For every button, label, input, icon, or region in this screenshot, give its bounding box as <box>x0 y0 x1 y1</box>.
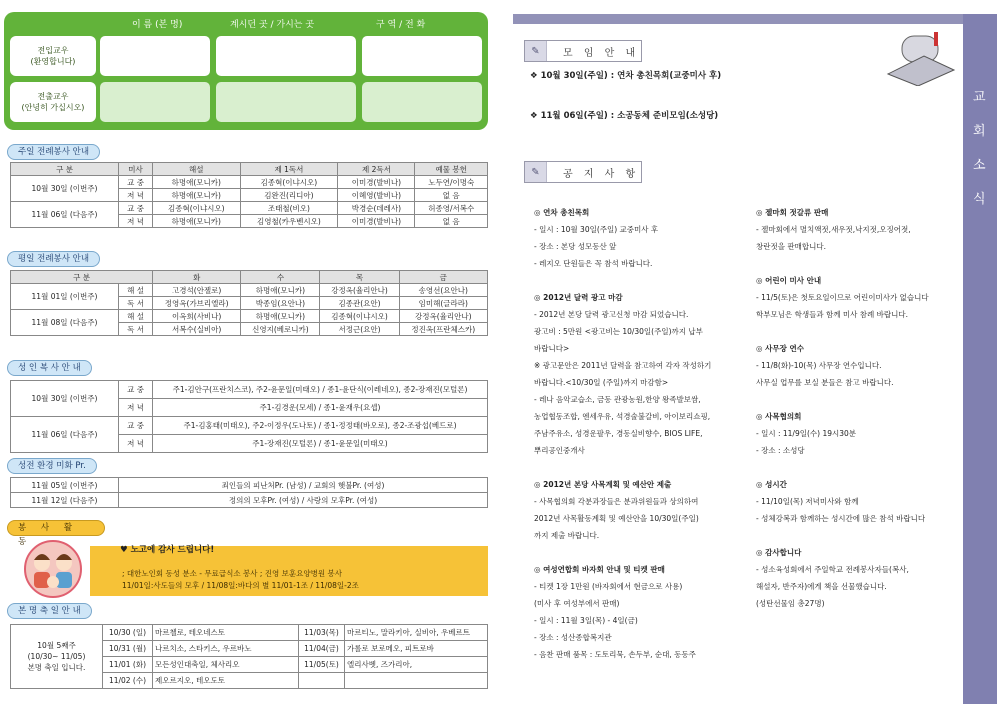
kind-cell: 저 녁 <box>119 435 153 453</box>
table-cell: 하명애(모니카) <box>153 189 241 202</box>
notice-heading: ◎ 감사합니다 <box>756 548 802 557</box>
table-cell: 고경석(안젤로) <box>153 284 241 297</box>
notice-line <box>534 272 756 289</box>
person-icon: ✎ <box>525 162 547 182</box>
transfer-out-label: 전출교우 (안녕히 가십시오) <box>10 82 96 122</box>
table-cell: 정진옥(프란체스카) <box>399 323 487 336</box>
notice-heading: ◎ 어린이 미사 안내 <box>756 276 822 285</box>
side-char: 회 <box>973 124 986 139</box>
notice-line <box>534 544 756 561</box>
notice-title: 공 지 사 항 <box>563 168 640 180</box>
district-box[interactable] <box>362 36 482 76</box>
table-cell: 이옥희(사비나) <box>153 310 241 323</box>
notice-column-right <box>756 204 962 612</box>
table-cell: 조태철(비오) <box>240 202 338 215</box>
table-cell: 박경순(데레사) <box>338 202 415 215</box>
family-illustration-icon <box>20 538 86 600</box>
table-cell: 김종혁(이냐시오) <box>153 202 241 215</box>
meeting-item: ❖ 10월 30일(주일) : 연차 총친목회(교중미사 후) <box>530 71 722 81</box>
table-cell: 주1-김안구(프란치스코), 주2-윤문일(미태오) / 종1-윤단식(이레네오), 종2-장재진(모털론) <box>153 381 488 399</box>
col-header: 제 2독서 <box>338 163 415 176</box>
feast-names: 마르첼로, 테오네스토 <box>153 625 299 641</box>
notice-line: (미사 후 여성부에서 판매) <box>534 599 620 608</box>
table-cell: 이미경(발비나) <box>338 215 415 228</box>
notice-line: - 성소육성회에서 주일학교 전례봉사자들(복사, <box>756 565 909 574</box>
district-box-out[interactable] <box>362 82 482 122</box>
col-header: 수 <box>241 271 320 284</box>
header-location: 계시던 곳 / 가시는 곳 <box>230 20 315 30</box>
notice-line: - 11/10일(목) 저녁미사와 함께 <box>756 497 859 506</box>
side-strip <box>963 14 997 704</box>
date-cell: 10월 30일 (이번주) <box>11 381 119 417</box>
table-cell: 이미경(발비나) <box>338 176 415 189</box>
notice-line <box>756 323 962 340</box>
environment-section-title: 성전 환경 미화 Pr. <box>7 458 97 474</box>
table-cell: 정의의 모후Pr. (여성) / 사랑의 모후Pr. (여성) <box>119 493 488 508</box>
notice-line: - 2012년 본당 달력 광고신청 마감 되었습니다. <box>534 310 689 319</box>
side-char: 교 <box>973 90 986 105</box>
date-cell: 11월 12일 (다음주) <box>11 493 119 508</box>
weekday-section-title: 평일 전례봉사 안내 <box>7 251 100 267</box>
table-cell: 강정옥(율리안나) <box>320 284 399 297</box>
notice-line: - 젤마회에서 멸치액젓,새우젓,낙지젓,오징어젓, <box>756 225 911 234</box>
table-cell: 임미해(글라라) <box>399 297 487 310</box>
kind-cell: 저 녁 <box>119 399 153 417</box>
location-box-out[interactable] <box>216 82 356 122</box>
sunday-table <box>10 162 488 228</box>
kind-cell: 해 설 <box>119 310 153 323</box>
date-cell: 11월 06일 (다음주) <box>11 202 119 228</box>
col-header: 미사 <box>119 163 153 176</box>
date-cell: 11월 08일 (다음주) <box>11 310 119 336</box>
table-cell: 주1-김홍태(미태오), 주2-이정우(도나토) / 종1-정정태(바오로), 종2-조광섭(베드로) <box>153 417 488 435</box>
notice-heading: ◎ 2012년 달력 광고 마감 <box>534 293 623 302</box>
table-cell: 김종혁(이냐시오) <box>320 310 399 323</box>
kind-cell: 교 중 <box>119 417 153 435</box>
weekday-table <box>10 270 488 336</box>
table-cell: 하명애(모니카) <box>153 215 241 228</box>
volunteer-panel <box>90 546 488 596</box>
table-cell: 하명애(모니카) <box>153 176 241 189</box>
side-char: 식 <box>973 192 986 207</box>
adult-table <box>10 380 488 453</box>
table-cell: 김영철(카우벤시오) <box>240 215 338 228</box>
notice-line <box>756 527 962 544</box>
table-cell: 서복수(실비아) <box>153 323 241 336</box>
mailbox-icon <box>884 26 960 86</box>
col-header: 구 분 <box>11 163 119 176</box>
volunteer-line1: ; 대한노인회 동성 분소 - 무료급식소 봉사 ; 진영 보훈요양병원 봉사 <box>122 569 342 578</box>
notice-line: 뿌리공인중개사 <box>534 446 585 455</box>
col-header: 해설 <box>153 163 241 176</box>
notice-line: - 일시 : 10월 30일(주일) 교중미사 후 <box>534 225 659 234</box>
mass-cell: 교 중 <box>119 176 153 189</box>
notice-heading: ◎ 2012년 본당 사목계획 및 예산안 제출 <box>534 480 672 489</box>
col-header: 예물 봉헌 <box>415 163 488 176</box>
table-cell: 서정근(요안) <box>320 323 399 336</box>
notice-line <box>534 459 756 476</box>
feast-date: 11/01 (화) <box>103 657 153 673</box>
notice-line: 주남주유소, 성경운팔우, 경동실비향수, BIOS LIFE, <box>534 429 703 438</box>
environment-table <box>10 477 488 508</box>
notice-line: - 성체강복과 함께하는 성시간에 많은 참석 바랍니다 <box>756 514 926 523</box>
header-bar <box>513 14 963 24</box>
header-name: 이 름 (본 명) <box>132 20 183 30</box>
feast-names: 제오르지오, 테오도토 <box>153 673 299 689</box>
notice-line: - 장소 : 본당 성모동산 앞 <box>534 242 617 251</box>
feast-names <box>345 673 488 689</box>
feast-date <box>299 673 345 689</box>
feast-date: 10/30 (일) <box>103 625 153 641</box>
col-header: 화 <box>153 271 241 284</box>
notice-heading: ◎ 젤마회 젓갈류 판매 <box>756 208 829 217</box>
table-cell: 김종관(요안) <box>320 297 399 310</box>
notice-line: 사무실 업무를 보실 분들은 참고 바랍니다. <box>756 378 894 387</box>
name-box-out[interactable] <box>100 82 210 122</box>
table-cell: 이혜영(발비나) <box>338 189 415 202</box>
feast-week-cell: 10월 5째주 (10/30~ 11/05) 본명 축일 입니다. <box>11 625 103 689</box>
meeting-section-title <box>524 40 642 62</box>
notice-line: 농업협동조합, 엔세우유, 석경술불갈비, 아이보리쇼핑, <box>534 412 711 421</box>
volunteer-thanks: ♥ 노고에 감사 드립니다! <box>120 545 215 555</box>
newcomer-panel <box>4 12 488 130</box>
col-header: 금 <box>399 271 487 284</box>
feast-names: 마르티노, 말라키아, 실비아, 우베르트 <box>345 625 488 641</box>
feast-date: 10/31 (월) <box>103 641 153 657</box>
notice-line: - 장소 : 소성당 <box>756 446 805 455</box>
table-cell: 김완진(리디아) <box>240 189 338 202</box>
notice-heading: ◎ 사무장 연수 <box>756 344 804 353</box>
notice-line: - 장소 : 성산종합복지관 <box>534 633 612 642</box>
col-header: 구 분 <box>11 271 153 284</box>
adult-section-title: 성 인 복 사 안 내 <box>7 360 92 376</box>
location-box[interactable] <box>216 36 356 76</box>
table-cell: 노두연/이명숙 <box>415 176 488 189</box>
header-district: 구 역 / 전 화 <box>376 20 426 30</box>
notice-line: 광고비 : 5만원 <광고비는 10/30일(주일)까지 납부 <box>534 327 703 336</box>
notice-section-title <box>524 161 642 183</box>
table-cell: 없 음 <box>415 215 488 228</box>
feast-date: 11/05(토) <box>299 657 345 673</box>
table-cell: 김종혁(이냐시오) <box>240 176 338 189</box>
meeting-item: ❖ 11월 06일(주일) : 소공동체 준비모임(소성당) <box>530 111 719 121</box>
table-cell: 송영선(요안나) <box>399 284 487 297</box>
notice-line: - 레나 음악교습소, 금동 관광농원,한양 왕족발보쌈, <box>534 395 701 404</box>
table-cell: 허종영/서복수 <box>415 202 488 215</box>
date-cell: 11월 05일 (이번주) <box>11 478 119 493</box>
feast-table <box>10 624 488 689</box>
notice-column-left <box>534 204 756 663</box>
table-cell: 주1-장재진(모털론) / 종1-윤문일(미태오) <box>153 435 488 453</box>
table-cell: 하명애(모니카) <box>241 284 320 297</box>
side-char: 소 <box>973 158 986 173</box>
feast-names: 모든성인대축일, 체사리오 <box>153 657 299 673</box>
kind-cell: 교 중 <box>119 381 153 399</box>
date-cell: 10월 30일 (이번주) <box>11 176 119 202</box>
notice-line: 바랍니다.<10/30일 (주일)까지 마감함> <box>534 378 669 387</box>
table-cell: 죄인들의 피난처Pr. (남성) / 교회의 햇불Pr. (여성) <box>119 478 488 493</box>
notice-line: - 11/5(토)은 첫토요일이므로 어린이미사가 없습니다 <box>756 293 929 302</box>
mass-cell: 저 녁 <box>119 189 153 202</box>
mass-cell: 저 녁 <box>119 215 153 228</box>
sunday-section-title: 주일 전례봉사 안내 <box>7 144 100 160</box>
table-cell: 강정옥(율리안나) <box>399 310 487 323</box>
notice-line <box>756 391 962 408</box>
notice-line: - 음찬 판매 품목 : 도토리묵, 손두부, 순대, 동동주 <box>534 650 696 659</box>
notice-heading: ◎ 연차 총친목회 <box>534 208 590 217</box>
date-cell: 11월 01일 (이번주) <box>11 284 119 310</box>
mass-cell: 교 중 <box>119 202 153 215</box>
notice-heading: ◎ 여성연합회 바자회 안내 및 티켓 판매 <box>534 565 665 574</box>
kind-cell: 독 서 <box>119 323 153 336</box>
volunteer-section-title: 봉 사 활 동 <box>7 520 105 536</box>
feast-names: 나르치소, 스타키스, 우르바노 <box>153 641 299 657</box>
feast-date: 11/04(금) <box>299 641 345 657</box>
feast-names: 가롤로 보로메오, 피트로바 <box>345 641 488 657</box>
feast-date: 11/03(목) <box>299 625 345 641</box>
kind-cell: 해 설 <box>119 284 153 297</box>
notice-heading: ◎ 성시간 <box>756 480 787 489</box>
notice-line: 바랍니다> <box>534 344 570 353</box>
name-box[interactable] <box>100 36 210 76</box>
notice-line: 창란젓을 판매합니다. <box>756 242 826 251</box>
table-cell: 박종임(요안나) <box>241 297 320 310</box>
transfer-in-label: 전입교우 (환영합니다) <box>10 36 96 76</box>
notice-line <box>756 459 962 476</box>
feast-date: 11/02 (수) <box>103 673 153 689</box>
notice-line: ※ 광고문안은 2011년 달력을 참고하여 각자 작성하기 <box>534 361 712 370</box>
person-icon: ✎ <box>525 41 547 61</box>
volunteer-line2: 11/01일:사도들의 모후 / 11/08일:바다의 별 11/01-1조 / 11/08일-2조 <box>122 581 359 590</box>
notice-line: - 사목협의회 각분과장들은 분과위원들과 상의하여 <box>534 497 699 506</box>
notice-line: 까지 제출 바랍니다. <box>534 531 600 540</box>
notice-line: (성탄선물임 총27명) <box>756 599 825 608</box>
table-cell: 없 음 <box>415 189 488 202</box>
notice-line: - 11/8(화)-10(목) 사무장 연수입니다. <box>756 361 882 370</box>
col-header: 제 1독서 <box>240 163 338 176</box>
notice-line: 2012년 사목활동계획 및 예산안을 10/30일(주일) <box>534 514 699 523</box>
table-cell: 하명애(모니카) <box>241 310 320 323</box>
notice-line: 해설자, 반주자)에게 책을 선물했습니다. <box>756 582 887 591</box>
col-header: 목 <box>320 271 399 284</box>
notice-line: - 일시 : 11월 3일(목) - 4일(금) <box>534 616 638 625</box>
feast-section-title: 본 명 축 일 안 내 <box>7 603 92 619</box>
notice-line: - 티켓 1장 1만원 (바자회에서 현금으로 사용) <box>534 582 683 591</box>
table-cell: 주1-김경운(모세) / 종1-윤재우(요셉) <box>153 399 488 417</box>
notice-line: - 레지오 단원들은 꼭 참석 바랍니다. <box>534 259 653 268</box>
feast-names: 엘리사벳, 즈가리아, <box>345 657 488 673</box>
notice-line <box>756 255 962 272</box>
notice-heading: ◎ 사목협의회 <box>756 412 802 421</box>
meeting-title: 모 임 안 내 <box>563 47 640 59</box>
table-cell: 정영옥(가브리엘라) <box>153 297 241 310</box>
table-cell: 신영지(베로니카) <box>241 323 320 336</box>
date-cell: 11월 06일 (다음주) <box>11 417 119 453</box>
notice-line: 학부모님은 학생들과 함께 미사 참례 바랍니다. <box>756 310 908 319</box>
notice-line: - 일시 : 11/9일(수) 19시30분 <box>756 429 857 438</box>
kind-cell: 독 서 <box>119 297 153 310</box>
